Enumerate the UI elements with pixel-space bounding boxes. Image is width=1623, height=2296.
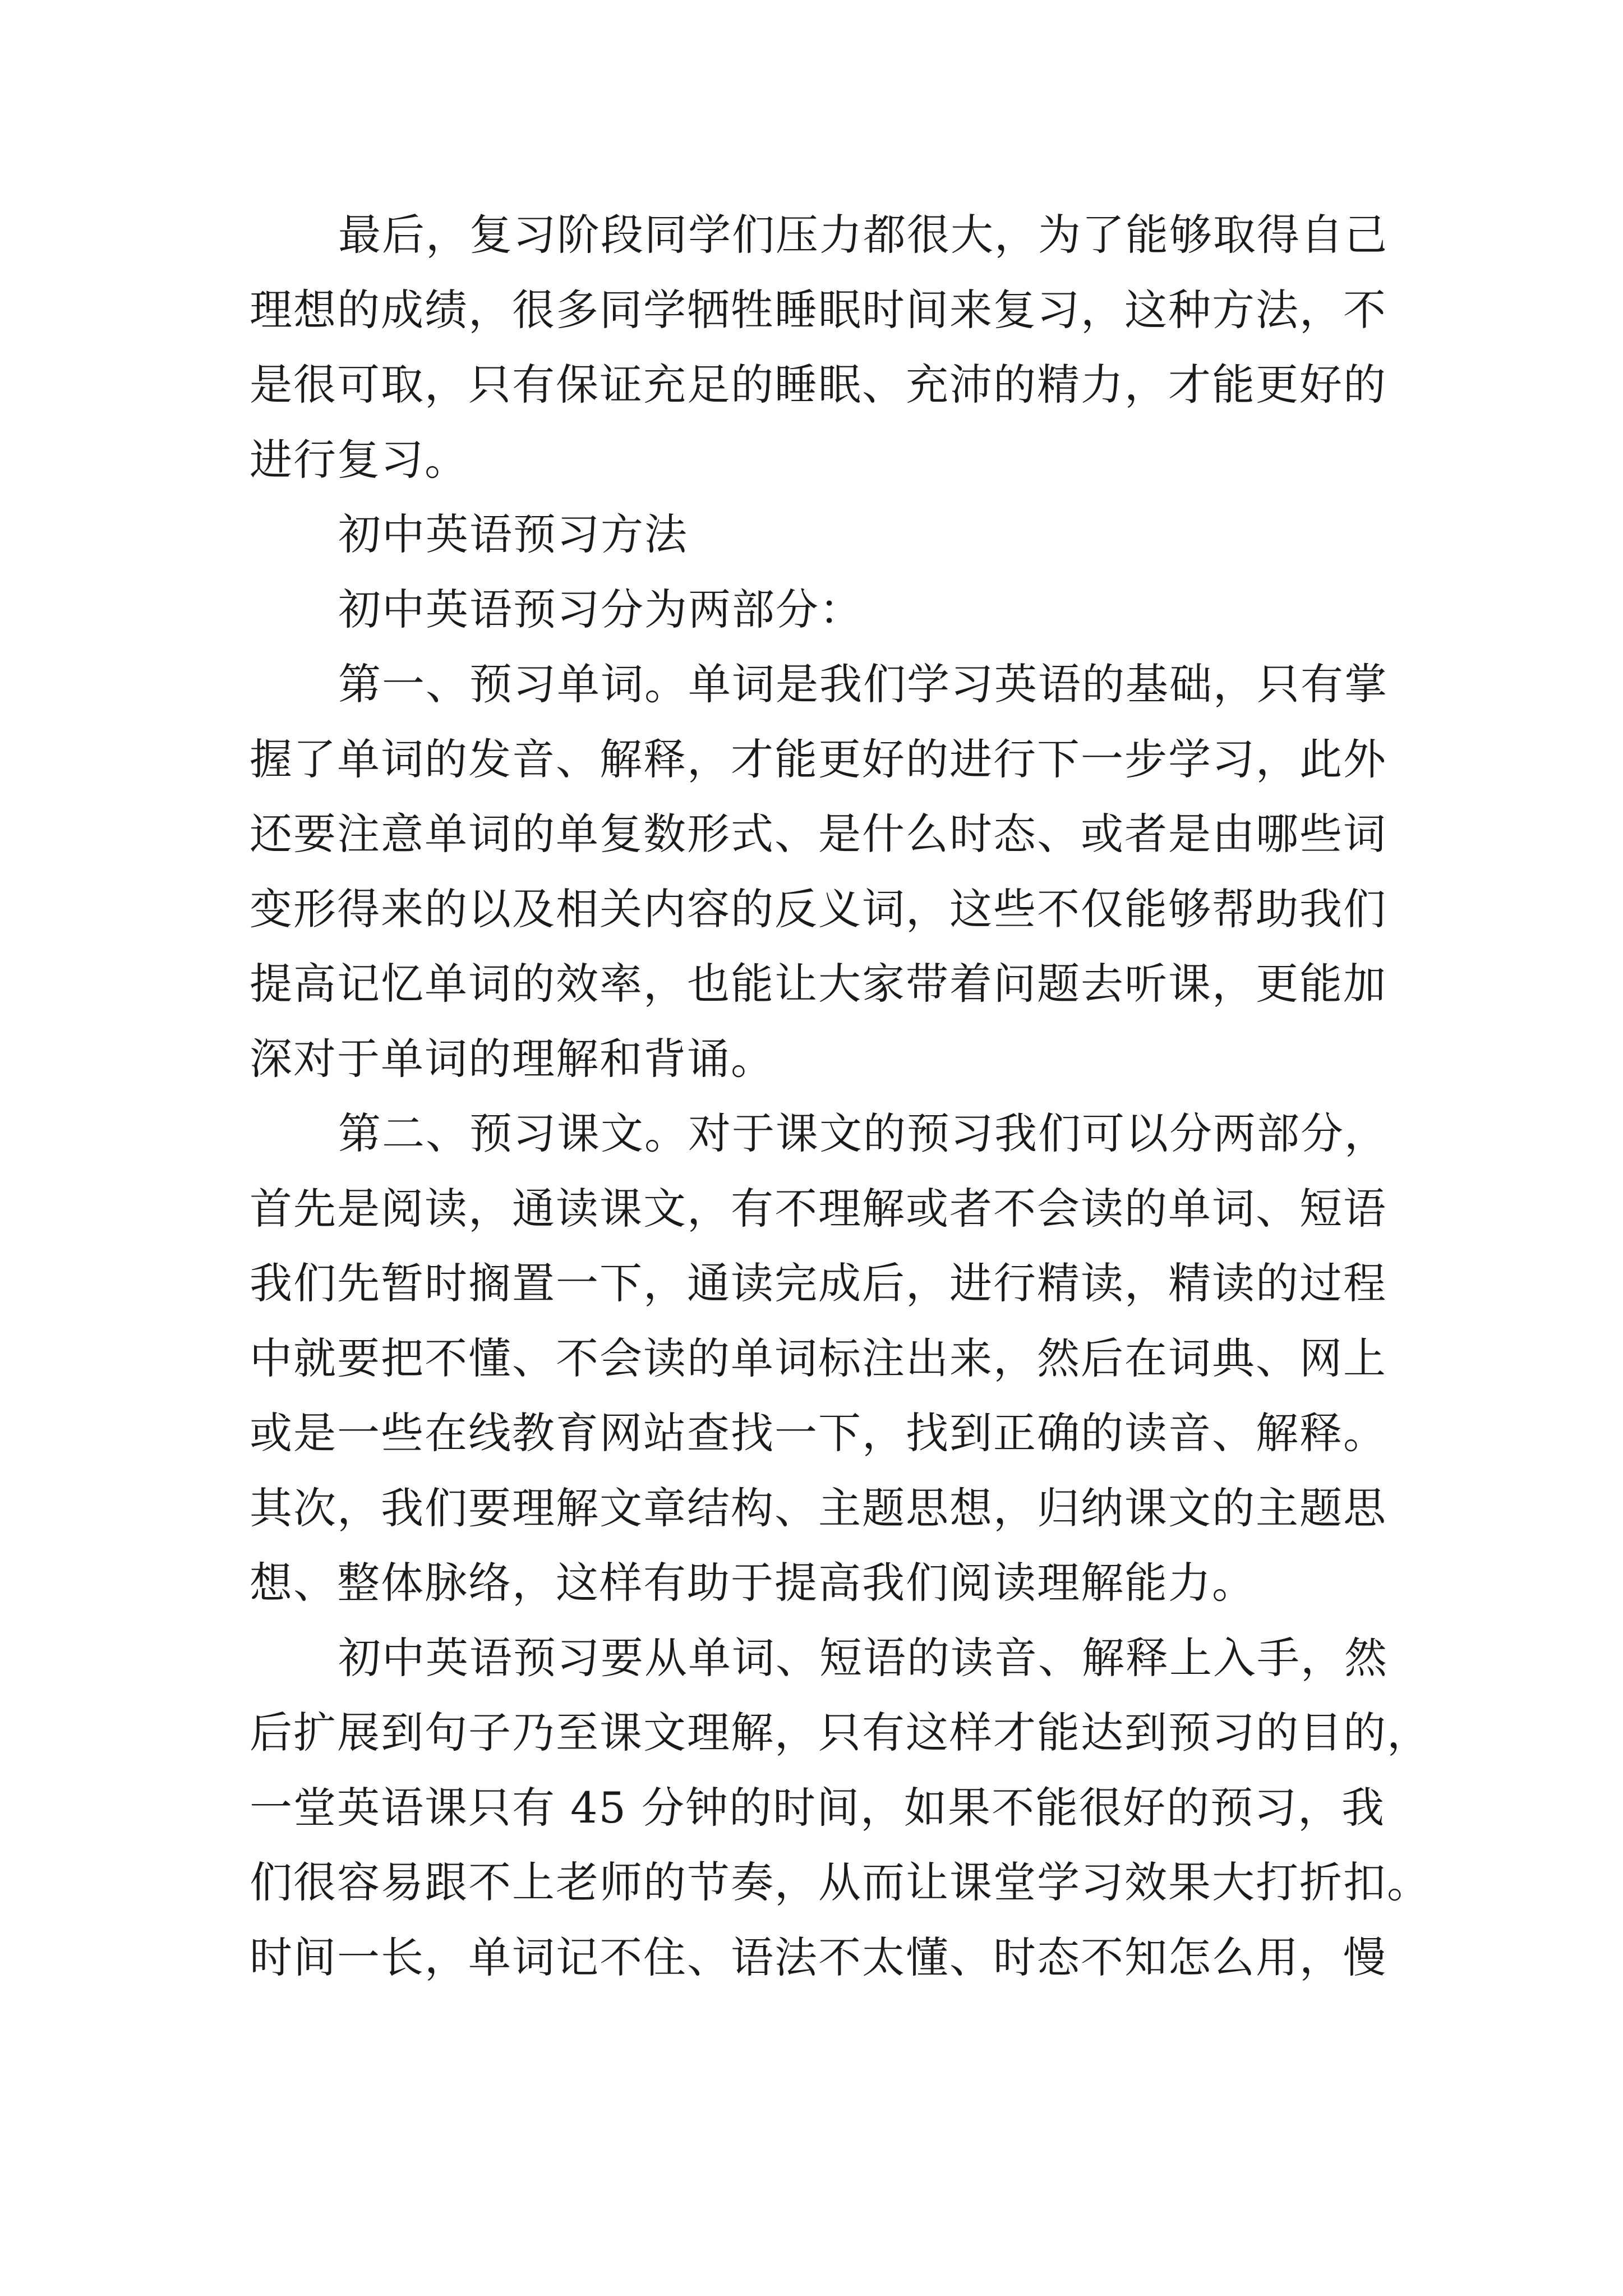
paragraph-review-sleep-line-3: 是很可取，只有保证充足的睡眠、充沛的精力，才能更好的 — [250, 360, 1387, 409]
paragraph-texts-line-4: 中就要把不懂、不会读的单词标注出来，然后在词典、网上 — [250, 1333, 1387, 1383]
paragraph-review-sleep-line-2: 理想的成绩，很多同学牺牲睡眠时间来复习，这种方法，不 — [250, 284, 1387, 335]
paragraph-summary-line-3: 一堂英语课只有 45 分钟的时间，如果不能很好的预习，我 — [250, 1782, 1386, 1833]
paragraph-review-sleep-line-4: 进行复习。 — [250, 434, 468, 485]
paragraph-summary-line-1: 初中英语预习要从单词、短语的读音、解释上入手，然 — [338, 1632, 1388, 1683]
paragraph-review-sleep-line-1: 最后，复习阶段同学们压力都很大，为了能够取得自己 — [338, 210, 1388, 260]
paragraph-texts-line-3: 我们先暂时搁置一下，通读完成后，进行精读，精读的过程 — [250, 1258, 1387, 1308]
paragraph-texts-line-2: 首先是阅读，通读课文，有不理解或者不会读的单词、短语 — [250, 1183, 1387, 1234]
paragraph-summary-line-2: 后扩展到句子乃至课文理解，只有这样才能达到预习的目的， — [250, 1708, 1431, 1757]
paragraph-texts-line-6: 其次，我们要理解文章结构、主题思想，归纳课文的主题思 — [250, 1483, 1387, 1533]
paragraph-texts-line-7: 想、整体脉络，这样有助于提高我们阅读理解能力。 — [250, 1558, 1256, 1608]
paragraph-summary-line-5: 时间一长，单词记不住、语法不太懂、时态不知怎么用，慢 — [250, 1932, 1387, 1982]
paragraph-words-line-1: 第一、预习单词。单词是我们学习英语的基础，只有掌 — [338, 659, 1388, 709]
paragraph-texts-line-1: 第二、预习课文。对于课文的预习我们可以分两部分， — [338, 1108, 1388, 1158]
paragraph-words-line-3: 还要注意单词的单复数形式、是什么时态、或者是由哪些词 — [250, 809, 1387, 859]
paragraph-words-line-4: 变形得来的以及相关内容的反义词，这些不仅能够帮助我们 — [250, 884, 1387, 934]
document-body — [250, 197, 1431, 1995]
paragraph-words-line-2: 握了单词的发音、解释，才能更好的进行下一步学习，此外 — [250, 734, 1387, 784]
paragraph-words-line-5: 提高记忆单词的效率，也能让大家带着问题去听课，更能加 — [250, 959, 1387, 1009]
paragraph-texts-line-5: 或是一些在线教育网站查找一下，找到正确的读音、解释。 — [250, 1408, 1387, 1458]
paragraph-summary-line-4: 们很容易跟不上老师的节奏，从而让课堂学习效果大打折扣。 — [250, 1857, 1431, 1907]
paragraph-words-line-6: 深对于单词的理解和背诵。 — [250, 1033, 774, 1084]
section-heading: 初中英语预习方法 — [338, 509, 688, 559]
section-intro: 初中英语预习分为两部分： — [338, 584, 863, 634]
